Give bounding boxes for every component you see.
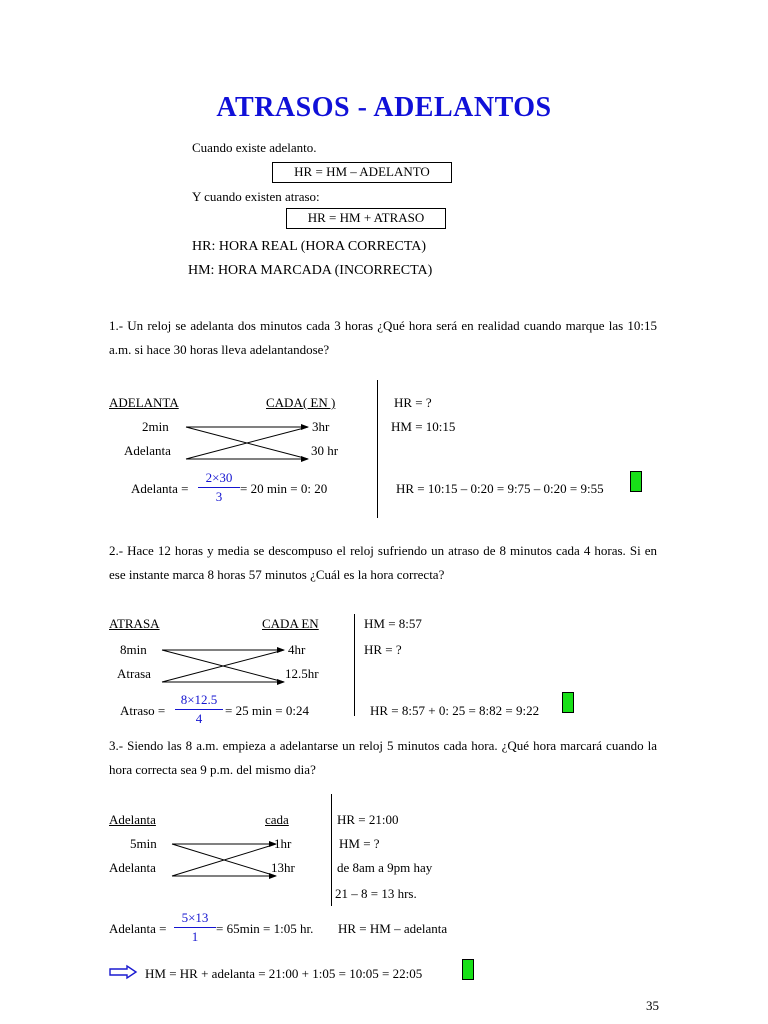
atraso-intro: Y cuando existen atraso: xyxy=(192,189,320,204)
p1-divider xyxy=(377,380,378,518)
problem-1-statement: 1.- Un reloj se adelanta dos minutos cada 3 horas ¿Qué hora será en realidad cuando marque las 10:15 a.m. si hace 30 horas lleva adelantandose? xyxy=(109,318,657,357)
p3-hr-line: HR = 21:00 xyxy=(337,812,399,827)
p3-row2-left: Adelanta xyxy=(109,860,156,875)
formula-adelanto-box: HR = HM – ADELANTO xyxy=(272,162,452,183)
p2-row1-right: 4hr xyxy=(288,642,306,657)
p1-calc-label: Adelanta = xyxy=(131,481,189,496)
p1-col-right: CADA( EN ) xyxy=(266,395,336,410)
p3-answer: HM = HR + adelanta = 21:00 + 1:05 = 10:05 = 22:05 xyxy=(145,966,423,981)
arrow-right-icon xyxy=(109,965,137,979)
p3-hm-line: HM = ? xyxy=(339,836,380,851)
p2-answer: HR = 8:57 + 0: 25 = 8:82 = 9:22 xyxy=(370,703,540,718)
p1-hr-line: HR = ? xyxy=(394,395,432,410)
p2-fraction-denominator: 4 xyxy=(195,711,203,726)
p1-row1-left: 2min xyxy=(142,419,169,434)
problem-3-statement: 3.- Siendo las 8 a.m. empieza a adelantarse un reloj 5 minutos cada hora. ¿Qué hora marcará cuando la hora correcta sea 9 p.m. del mismo dia? xyxy=(109,738,657,777)
p2-cross-arrows xyxy=(160,645,288,687)
page-number: 35 xyxy=(646,998,659,1013)
p1-fraction xyxy=(194,470,244,505)
p2-hr-line: HR = ? xyxy=(364,642,402,657)
p2-fraction-numerator: 8×12.5 xyxy=(180,692,218,707)
definition-hr: HR: HORA REAL (HORA CORRECTA) xyxy=(192,239,427,254)
p2-calc-result: = 25 min = 0:24 xyxy=(225,703,309,718)
p1-check-mark xyxy=(630,471,642,492)
p2-row1-left: 8min xyxy=(120,642,147,657)
p1-row1-right: 3hr xyxy=(312,419,330,434)
p3-fraction xyxy=(170,910,220,945)
p3-divider xyxy=(331,794,332,906)
p2-divider xyxy=(354,614,355,716)
problem-2-statement: 2.- Hace 12 horas y media se descompuso el reloj sufriendo un atraso de 8 minutos cada 4 horas. Si en ese instante marca 8 horas 57 minutos ¿Cuál es la hora correcta? xyxy=(109,543,657,582)
adelanto-intro: Cuando existe adelanto. xyxy=(192,140,317,155)
page-title: ATRASOS - ADELANTOS xyxy=(216,92,552,123)
p1-row2-right: 30 hr xyxy=(311,443,339,458)
p1-calc-result: = 20 min = 0: 20 xyxy=(240,481,328,496)
p1-row2-left: Adelanta xyxy=(124,443,171,458)
p3-fraction-numerator: 5×13 xyxy=(181,910,209,925)
p1-cross-arrows xyxy=(184,422,312,464)
p3-row1-right: 1hr xyxy=(274,836,292,851)
p3-note-2: 21 – 8 = 13 hrs. xyxy=(335,886,417,901)
p2-row2-right: 12.5hr xyxy=(285,666,319,681)
p1-fraction-numerator: 2×30 xyxy=(205,470,233,485)
p1-hm-line: HM = 10:15 xyxy=(391,419,456,434)
p3-note-1: de 8am a 9pm hay xyxy=(337,860,433,875)
p3-col-right: cada xyxy=(265,812,289,827)
p3-check-mark xyxy=(462,959,474,980)
formula-atraso-box: HR = HM + ATRASO xyxy=(286,208,446,229)
p2-check-mark xyxy=(562,692,574,713)
p1-answer: HR = 10:15 – 0:20 = 9:75 – 0:20 = 9:55 xyxy=(396,481,604,496)
p1-col-left: ADELANTA xyxy=(109,395,179,410)
p2-calc-label: Atraso = xyxy=(120,703,166,718)
p2-fraction xyxy=(171,692,227,727)
p3-col-left: Adelanta xyxy=(109,812,156,827)
p3-calc-result: = 65min = 1:05 hr. xyxy=(216,921,314,936)
definition-hm: HM: HORA MARCADA (INCORRECTA) xyxy=(188,263,433,278)
p3-row2-right: 13hr xyxy=(271,860,295,875)
p2-col-left: ATRASA xyxy=(109,616,160,631)
p3-formula: HR = HM – adelanta xyxy=(338,921,448,936)
p3-calc-label: Adelanta = xyxy=(109,921,167,936)
p3-cross-arrows xyxy=(170,839,280,881)
p2-hm-line: HM = 8:57 xyxy=(364,616,422,631)
p3-row1-left: 5min xyxy=(130,836,157,851)
p1-fraction-denominator: 3 xyxy=(215,489,223,504)
p2-col-right: CADA EN xyxy=(262,616,319,631)
p3-fraction-denominator: 1 xyxy=(191,929,199,944)
p2-row2-left: Atrasa xyxy=(117,666,151,681)
